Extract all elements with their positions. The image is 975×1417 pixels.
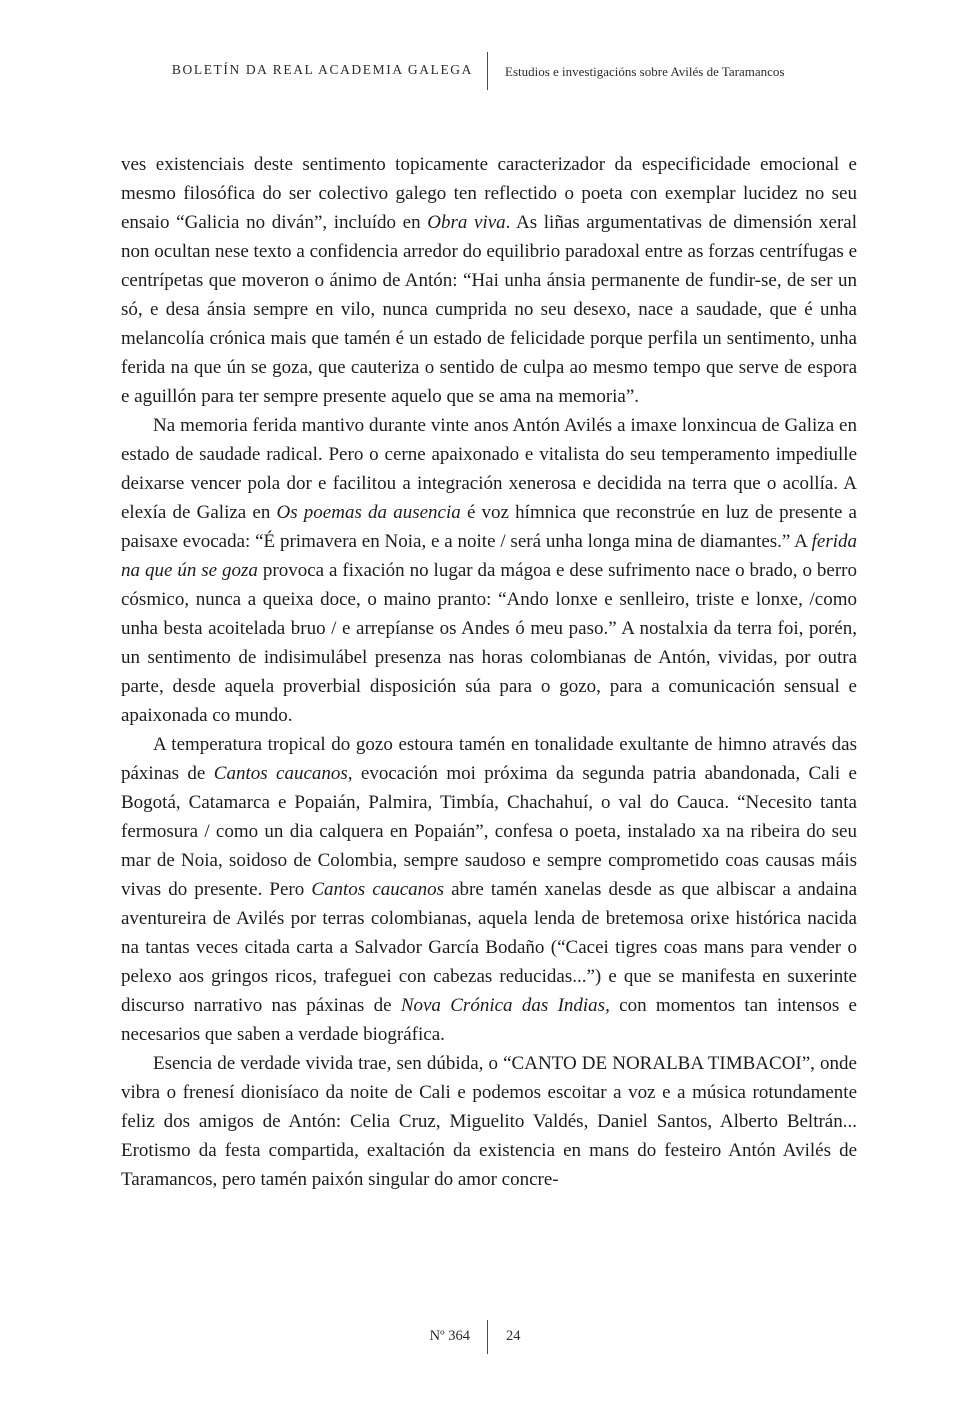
- header-divider: [487, 52, 488, 90]
- section-title: Estudios e investigacións sobre Avilés de Taramancos: [505, 64, 785, 79]
- italic-text-run: Nova Crónica das Indias: [400, 995, 606, 1016]
- italic-text-run: Obra viva: [427, 212, 506, 233]
- text-run: Esencia de verdade vivida trae, sen dúbida, o “CANTO DE NORALBA TIMBACOI”, onde vibra o frenesí dionisíaco da noite de Cali e podemos escoitar a voz e a música rotundamente feliz dos amigos de Antón: Celia Cruz, Miguelito Valdés, Daniel Santos, Alberto Beltrán... Erotismo da festa compartida, exaltación da existencia en mans do festeiro Antón Avilés de Taramancos, pero tamén paixón singular do amor concre-: [121, 1053, 857, 1190]
- text-run: abre tamén xanelas desde as que albiscar a andaina aventureira de Avilés por terras colombianas, aquela lenda de bretemosa orixe histórica nacida na tantas veces citada carta a Salvador García Bodaño (“Cacei tigres coas mans para vender o pelexo aos gringos ricos, trafeguei con cabezas reducidas...”) e que se manifesta en suxerinte discurso narrativo nas páxinas de: [121, 879, 858, 1016]
- paragraph: [121, 150, 857, 411]
- footer-divider: [487, 1320, 488, 1354]
- italic-text-run: Cantos caucanos: [311, 879, 445, 900]
- italic-text-run: ferida na que ún se goza: [121, 531, 857, 581]
- body-text: [121, 150, 857, 1194]
- text-run: provoca a fixación no lugar da mágoa e dese sufrimento nace o brado, o berro cósmico, nunca a queixa doce, o maino pranto: “Ando lonxe e senlleiro, triste e lonxe, /como unha besta acoitelada bruo / e arrepíanse os Andes ó meu paso.” A nostalxia da terra foi, porén, un sentimento de indisimulábel presenza nas horas colombianas de Antón, vividas, por outra parte, desde aquela proverbial disposición súa para o gozo, para a comunicación sensual e apaixonada co mundo.: [121, 560, 858, 726]
- issue-number: Nº 364: [429, 1328, 470, 1344]
- text-run: , con momentos tan intensos e necesarios que saben a verdade biográfica.: [121, 995, 857, 1045]
- text-run: . As liñas argumentativas de dimensión xeral non ocultan nese texto a confidencia arredor do equilibrio paradoxal entre as forzas centrífugas e centrípetas que moveron o ánimo de Antón: “Hai unha ánsia permanente de fundir-se, de ser un só, e desa ánsia sempre en vilo, nunca cumprida no seu desexo, nace a saudade, que é unha melancolía crónica mais que tamén é un estado de felicidade porque perfila un sentimento, unha ferida na que ún se goza, que cauteriza o sentido de culpa ao mesmo tempo que serve de espora e aguillón para ter sempre presente aquelo que se ama na memoria”.: [121, 212, 857, 407]
- journal-title: BOLETÍN DA REAL ACADEMIA GALEGA: [171, 62, 473, 77]
- paragraph: [121, 411, 857, 730]
- italic-text-run: Cantos caucanos: [213, 763, 348, 784]
- text-run: ves existenciais deste sentimento topicamente caracterizador da especificidade emocional e mesmo filosófica do ser colectivo galego ten reflectido o poeta con exemplar lucidez no seu ensaio “Galicia no diván”, incluído en: [121, 154, 857, 233]
- text-run: A temperatura tropical do gozo estoura tamén en tonalidade exultante de himno através das páxinas de: [121, 734, 857, 784]
- italic-text-run: Os poemas da ausencia: [276, 502, 461, 523]
- paragraph: [121, 1049, 857, 1194]
- page-number: 24: [506, 1328, 521, 1344]
- paragraph: [121, 730, 857, 1049]
- text-run: Na memoria ferida mantivo durante vinte anos Antón Avilés a imaxe lonxincua de Galiza en estado de saudade radical. Pero o cerne apaixonado e vitalista do seu temperamento impediulle deixarse vencer pola dor e facilitou a integración xenerosa e decidida na terra que o acollía. A elexía de Galiza en: [121, 415, 857, 523]
- text-run: é voz hímnica que reconstrúe en luz de presente a paisaxe evocada: “É primavera en Noia, e a noite / será unha longa mina de diamantes.” A: [121, 502, 857, 552]
- text-run: , evocación moi próxima da segunda patria abandonada, Cali e Bogotá, Catamarca e Popaián, Palmira, Timbía, Chachahuí, o val do Cauca. “Necesito tanta fermosura / como un dia calquera en Popaián”, confesa o poeta, instalado xa na ribeira do seu mar de Noia, soidoso de Colombia, sempre saudoso e sempre comprometido coas causas máis vivas do presente. Pero: [121, 763, 857, 900]
